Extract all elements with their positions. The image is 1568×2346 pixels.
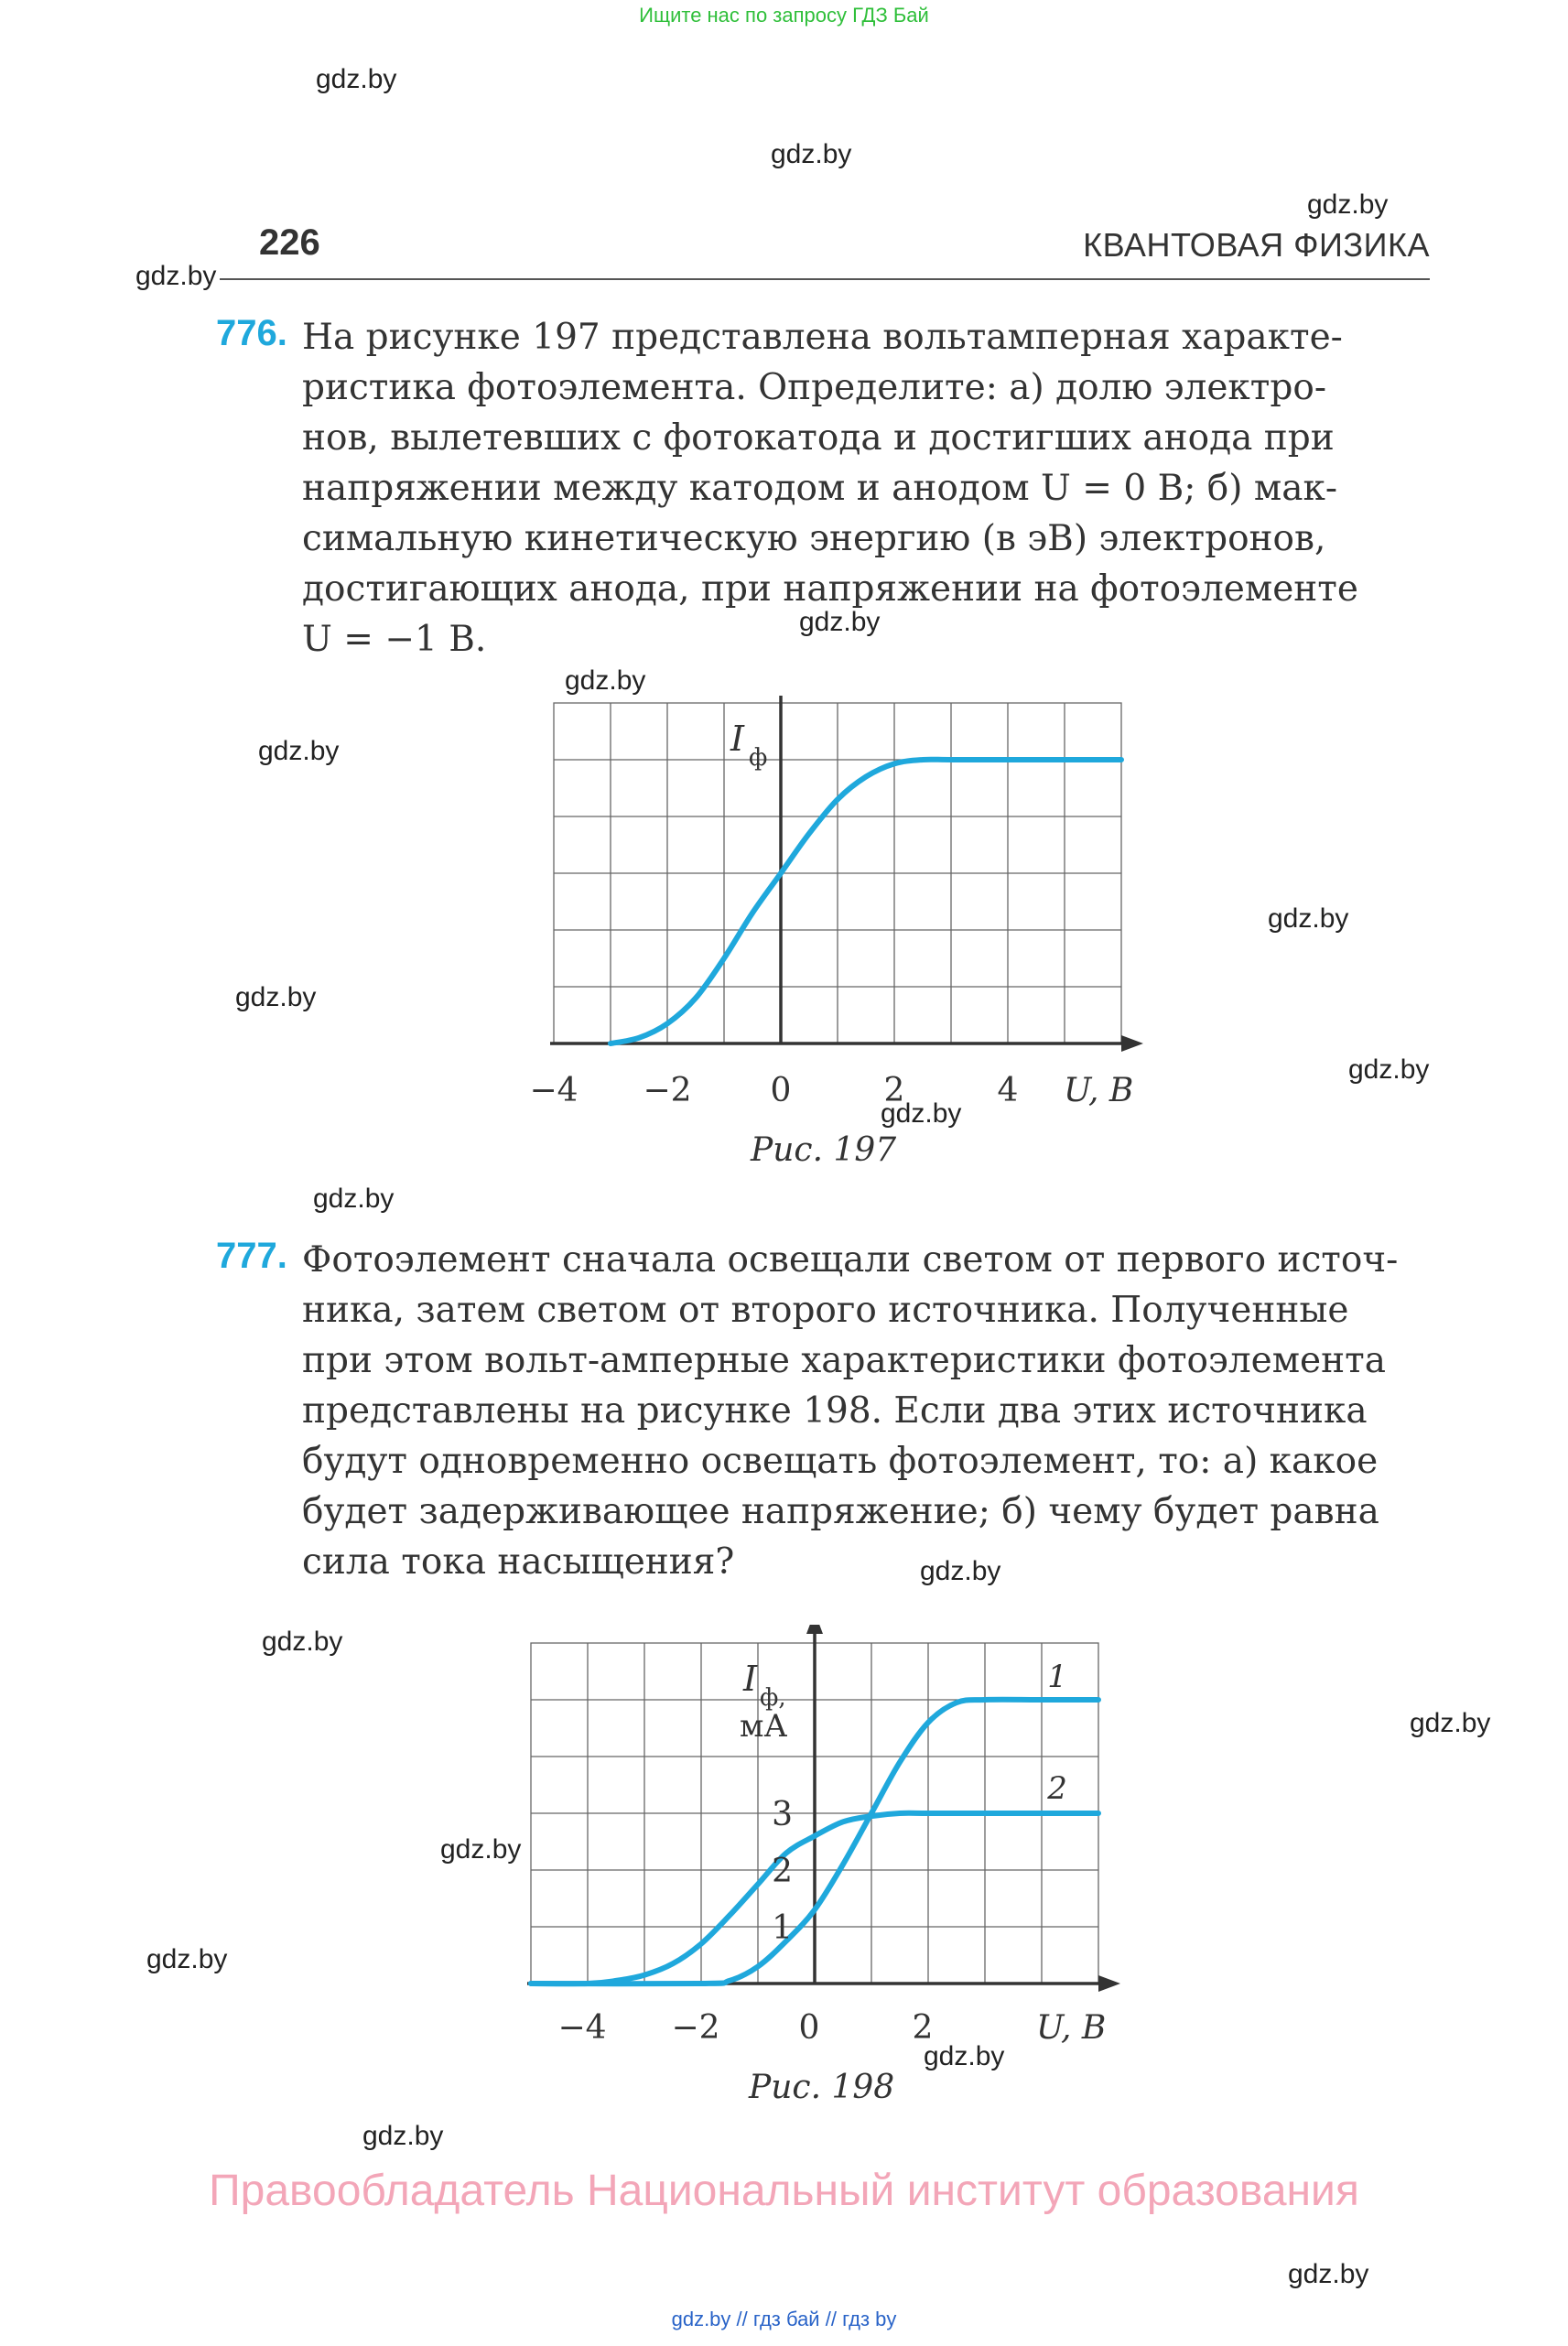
watermark: gdz.by — [1348, 1054, 1430, 1085]
figure-197-chart — [494, 696, 1153, 1117]
x-tick-label: −2 — [671, 2009, 720, 2047]
watermark: gdz.by — [565, 665, 646, 696]
watermark: gdz.by — [235, 982, 317, 1012]
x-tick-label: 0 — [770, 1072, 792, 1109]
y-axis-label: I — [743, 1659, 758, 1699]
x-axis-label: U, В — [1064, 1072, 1134, 1109]
watermark: gdz.by — [924, 2041, 1005, 2071]
watermark: gdz.by — [920, 1556, 1001, 1586]
y-tick-label: 2 — [772, 1853, 793, 1890]
x-tick-label: 4 — [997, 1072, 1019, 1109]
x-tick-label: −4 — [557, 2009, 607, 2047]
problem-777-line: ника, затем светом от второго источника. Полученные — [302, 1290, 1349, 1331]
section-title: КВАНТОВАЯ ФИЗИКА — [1083, 226, 1430, 264]
footer-separator: // — [825, 2308, 837, 2330]
y-axis-arrow — [806, 1625, 823, 1634]
problem-776-line: напряжении между катодом и анодом U = 0 В; б) мак- — [302, 468, 1338, 509]
problem-777-text — [302, 1235, 1430, 1587]
figure-198-caption: Рис. 198 — [749, 2069, 895, 2106]
y-tick-label: 3 — [772, 1796, 793, 1833]
watermark: gdz.by — [440, 1834, 522, 1865]
problem-776-line: U = −1 В. — [302, 619, 487, 660]
y-axis-subscript: ф — [749, 744, 768, 772]
problem-777-line: сила тока насыщения? — [302, 1541, 735, 1583]
x-tick-label: 2 — [912, 2009, 934, 2047]
x-tick-label: −2 — [643, 1072, 692, 1109]
problem-776-line: достигающих анода, при напряжении на фотоэлементе — [302, 568, 1358, 610]
footer-link[interactable]: гдз бай — [752, 2308, 820, 2330]
y-axis-label: I — [730, 719, 745, 759]
problem-777-number: 777. — [216, 1236, 287, 1276]
watermark: gdz.by — [258, 736, 340, 766]
top-search-note: Ищите нас по запросу ГДЗ Бай — [639, 4, 929, 27]
problem-777-line: будет задерживающее напряжение; б) чему будет равна — [302, 1491, 1379, 1532]
watermark: gdz.by — [1288, 2259, 1369, 2289]
x-axis-arrow — [1121, 1035, 1143, 1052]
page-number: 226 — [259, 222, 320, 263]
footer-link[interactable]: gdz.by — [671, 2308, 731, 2330]
chart-labels — [529, 719, 1133, 1109]
problem-777-line: будут одновременно освещать фотоэлемент, то: а) какое — [302, 1441, 1379, 1482]
series-curve-line — [611, 760, 1121, 1043]
problem-776-line: На рисунке 197 представлена вольтамперная характе- — [302, 317, 1343, 358]
watermark: gdz.by — [146, 1944, 228, 1974]
footer-link[interactable]: гдз by — [842, 2308, 897, 2330]
rights-holder-note: Правообладатель Национальный институт образования — [209, 2167, 1359, 2215]
watermark: gdz.by — [1410, 1708, 1491, 1738]
watermark: gdz.by — [881, 1098, 962, 1129]
problem-776-number: 776. — [216, 313, 287, 353]
problem-776-line: нов, вылетевших с фотокатода и достигших анода при — [302, 417, 1335, 459]
x-tick-label: 0 — [798, 2009, 820, 2047]
problem-776-line: симальную кинетическую энергию (в эВ) электронов, — [302, 518, 1326, 559]
watermark: gdz.by — [771, 139, 852, 169]
x-axis-label: U, В — [1036, 2009, 1107, 2047]
series-2-label: 2 — [1047, 1770, 1067, 1807]
chart-labels — [557, 1659, 1106, 2047]
problem-777-line: представлены на рисунке 198. Если два этих источника — [302, 1390, 1368, 1432]
y-tick-label: 1 — [772, 1909, 793, 1947]
watermark: gdz.by — [799, 607, 881, 637]
watermark: gdz.by — [362, 2121, 444, 2151]
chart-grid — [554, 703, 1121, 1043]
chart-axes — [527, 1625, 1120, 1992]
problem-777-line: при этом вольт-амперные характеристики фотоэлемента — [302, 1340, 1386, 1381]
watermark: gdz.by — [262, 1627, 343, 1657]
watermark: gdz.by — [313, 1184, 395, 1214]
watermark: gdz.by — [1268, 903, 1349, 934]
y-axis-subscript: ф, — [760, 1684, 786, 1712]
watermark: gdz.by — [316, 64, 397, 94]
problem-777-line: Фотоэлемент сначала освещали светом от первого источ- — [302, 1239, 1399, 1281]
series-1-label: 1 — [1047, 1659, 1067, 1695]
x-tick-label: 2 — [883, 1072, 905, 1109]
chart-curves — [611, 760, 1121, 1043]
problem-776-text — [302, 312, 1430, 665]
footer-links — [0, 2308, 1568, 2331]
x-tick-label: −4 — [529, 1072, 579, 1109]
problem-776-line: ристика фотоэлемента. Определите: а) долю электро- — [302, 367, 1327, 408]
figure-197-caption: Рис. 197 — [751, 1131, 897, 1169]
y-axis-unit: мА — [740, 1708, 788, 1745]
figure-198-chart — [513, 1625, 1153, 2055]
watermark: gdz.by — [1307, 189, 1389, 220]
x-axis-arrow — [1098, 1975, 1120, 1992]
footer-separator: // — [736, 2308, 748, 2330]
header-divider — [220, 278, 1430, 280]
watermark: gdz.by — [135, 261, 217, 291]
